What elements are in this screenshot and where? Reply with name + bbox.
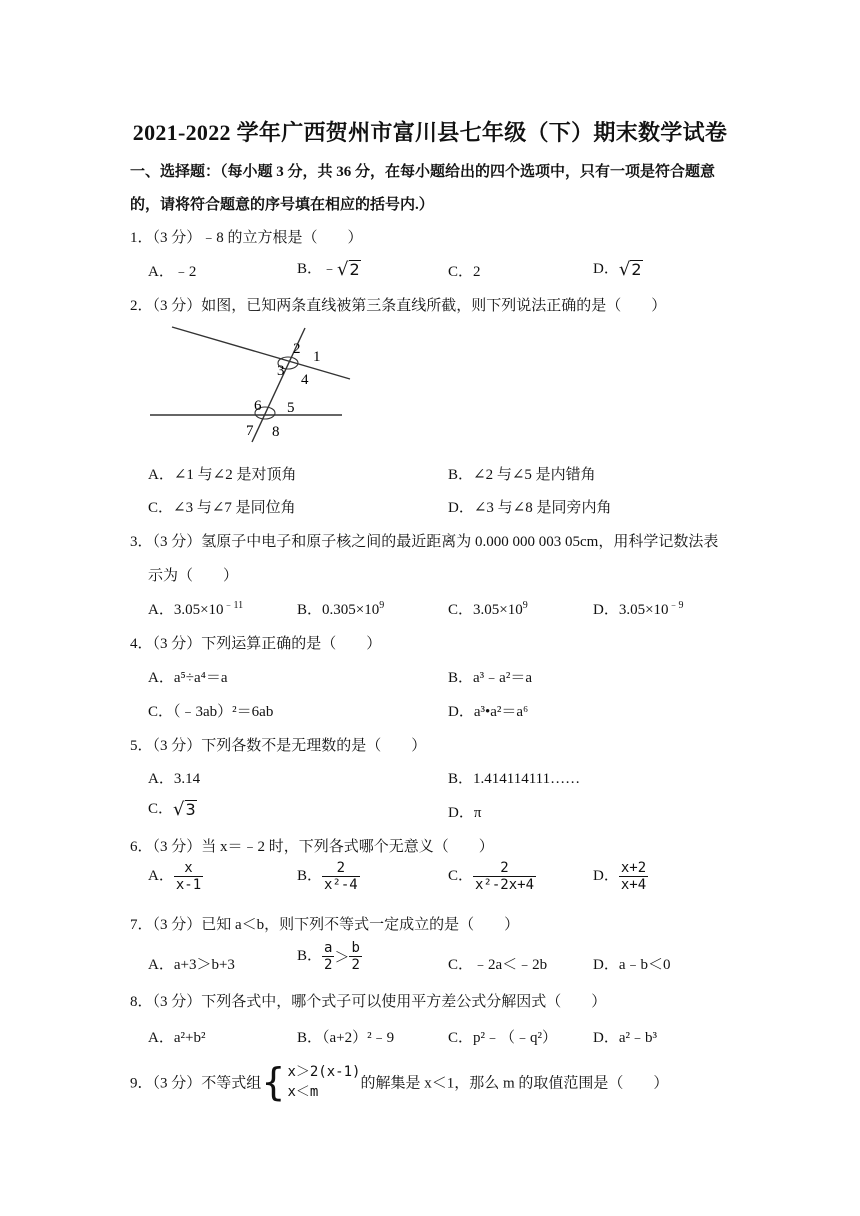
fraction [322, 860, 360, 893]
question-2-option-d: D．∠3 与∠8 是同旁内角 [448, 500, 612, 516]
question-2-option-b: B．∠2 与∠5 是内错角 [448, 467, 596, 483]
radicand: 2 [631, 260, 642, 280]
denominator: 2 [351, 957, 360, 973]
sqrt-sign: √ 2 [618, 259, 642, 281]
denominator: x+4 [620, 877, 647, 893]
option-b-prefix: B．﹣ [297, 261, 338, 277]
question-1-option-c: C．2 [448, 264, 481, 280]
mantissa: A．3.05×10 [148, 602, 224, 618]
sqrt-sign: √ 2 [337, 259, 360, 281]
denominator: x²-4 [324, 877, 358, 893]
stem-prefix: 9．（3 分）不等式组 [130, 1075, 262, 1092]
question-4-option-a: A．a⁵÷a⁴＝a [148, 670, 228, 686]
numerator: x [184, 860, 193, 876]
comparison-operator: ＞ [334, 950, 350, 966]
question-1-stem: 1．（3 分）﹣8 的立方根是（ ） [130, 230, 363, 246]
section-heading-line1: 一、选择题：（每小题 3 分，共 36 分，在每小题给出的四个选项中，只有一项是符合题意 [130, 164, 716, 180]
question-6-option-d [593, 860, 648, 893]
question-1-option-a: A．﹣2 [148, 264, 197, 280]
question-7-option-c: C．﹣2a＜﹣2b [448, 957, 548, 973]
numerator: x+2 [620, 860, 647, 876]
angle-label: 6 [254, 398, 262, 414]
question-6-option-b [297, 860, 360, 893]
question-3-option-c [448, 598, 528, 619]
question-4-option-b: B．a³﹣a²＝a [448, 670, 532, 686]
option-prefix: C． [448, 867, 474, 884]
question-3-option-a [148, 598, 243, 619]
stem-suffix: 的解集是 x＜1，那么 m 的取值范围是（ ） [360, 1075, 669, 1092]
fraction [473, 860, 536, 893]
angle-label: 2 [293, 341, 301, 357]
denominator: 2 [324, 957, 333, 973]
question-2-option-c: C．∠3 与∠7 是同位角 [148, 500, 296, 516]
radicand: 2 [349, 260, 360, 280]
exponent: ﹣11 [223, 600, 244, 611]
question-2-option-a: A．∠1 与∠2 是对顶角 [148, 467, 297, 483]
question-8-option-d: D．a²﹣b³ [593, 1030, 657, 1046]
question-3-stem-line2: 示为（ ） [148, 568, 239, 584]
question-8-option-b: B．（a+2）²﹣9 [297, 1030, 395, 1046]
question-5-stem: 5．（3 分）下列各数不是无理数的是（ ） [130, 738, 427, 754]
radicand: 3 [185, 800, 196, 820]
fraction-right [349, 940, 361, 973]
question-8-stem: 8．（3 分）下列各式中，哪个式子可以使用平方差公式分解因式（ ） [130, 994, 607, 1010]
question-9-stem [130, 1062, 668, 1102]
fraction-left [322, 940, 334, 973]
question-2-stem: 2．（3 分）如图，已知两条直线被第三条直线所截，则下列说法正确的是（ ） [130, 298, 667, 314]
numerator: 2 [336, 860, 346, 876]
question-6-option-a [148, 860, 203, 893]
angle-label: 8 [272, 424, 280, 440]
question-3-option-d [593, 598, 684, 619]
angle-label: 5 [287, 400, 295, 416]
question-5-option-a: A．3.14 [148, 771, 201, 787]
denominator: x²-2x+4 [475, 877, 535, 893]
question-4-option-c: C．（﹣3ab）²＝6ab [148, 704, 274, 720]
option-prefix: B． [297, 867, 323, 884]
angle-label: 7 [246, 423, 254, 439]
fraction [619, 860, 648, 893]
numerator: b [351, 940, 360, 956]
inequality-system [261, 1062, 360, 1102]
question-4-option-d: D．a³•a²＝a⁶ [448, 704, 529, 720]
sqrt-sign: √ 3 [173, 799, 196, 821]
exponent: 9 [522, 600, 528, 611]
question-3-stem-line1: 3．（3 分）氢原子中电子和原子核之间的最近距离为 0.000 000 003 05cm，用科学记数法表 [130, 534, 719, 550]
question-6-option-c [448, 860, 536, 893]
numerator: 2 [500, 860, 509, 876]
option-prefix: A． [148, 867, 174, 884]
angle-label: 1 [313, 349, 321, 365]
question-5-option-c [148, 797, 197, 819]
numerator: a [324, 940, 333, 956]
question-4-stem: 4．（3 分）下列运算正确的是（ ） [130, 636, 382, 652]
question-5-option-b: B．1.414114111…… [448, 771, 581, 787]
question-7-stem: 7．（3 分）已知 a＜b，则下列不等式一定成立的是（ ） [130, 917, 520, 933]
question-7-option-a: A．a+3＞b+3 [148, 957, 235, 973]
fraction [174, 860, 203, 893]
question-3-option-b [297, 598, 384, 619]
question-7-option-d: D．a﹣b＜0 [593, 957, 671, 973]
angle-label: 4 [301, 372, 309, 388]
question-8-option-a: A．a²+b² [148, 1030, 206, 1046]
mantissa: D．3.05×10 [593, 602, 669, 618]
angle-label: 3 [277, 363, 285, 379]
question-7-option-b [297, 940, 362, 973]
question-8-option-c: C．p²﹣（﹣q²） [448, 1030, 557, 1046]
option-prefix: D． [593, 867, 619, 884]
option-d-prefix: D． [593, 261, 619, 277]
system-line-1: x＞2(x-1) [287, 1064, 361, 1080]
question-6-stem: 6．（3 分）当 x＝﹣2 时，下列各式哪个无意义（ ） [130, 839, 494, 855]
question-1-option-b [297, 257, 361, 279]
option-prefix: B． [297, 947, 323, 964]
question-1-option-d [593, 257, 643, 279]
exponent: ﹣9 [668, 600, 684, 611]
denominator: x-1 [175, 877, 202, 893]
option-c-prefix: C． [148, 801, 174, 817]
system-line-2: x＜m [287, 1084, 319, 1100]
exponent: 9 [379, 600, 385, 611]
mantissa: B．0.305×10 [297, 602, 380, 618]
mantissa: C．3.05×10 [448, 602, 523, 618]
question-5-option-d: D．π [448, 805, 482, 821]
geometry-figure [148, 322, 358, 444]
section-heading-line2: 的，请将符合题意的序号填在相应的括号内.） [130, 197, 434, 213]
left-brace-icon: { [261, 1060, 286, 1104]
page-title: 2021-2022 学年广西贺州市富川县七年级（下）期末数学试卷 [132, 120, 728, 145]
